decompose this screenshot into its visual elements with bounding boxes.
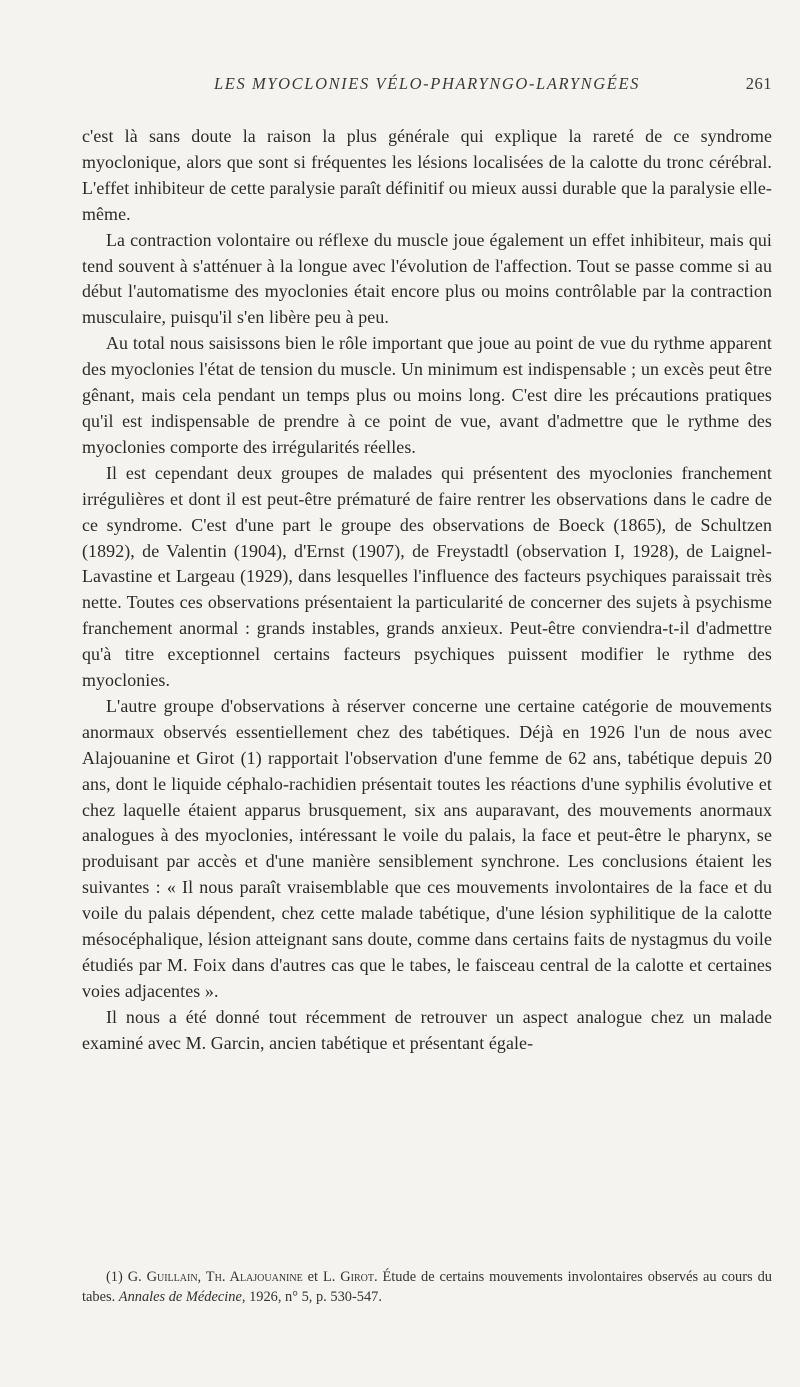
footnote-title: Étude de certains mouvements involontaires observés au cours du tabes. [82, 1269, 772, 1305]
page-number: 261 [745, 74, 772, 93]
footnote-authors: L. Girot. [322, 1269, 378, 1285]
footnote-authors: G. Guillain, Th. Alajouanine [127, 1269, 303, 1285]
paragraph: Au total nous saisissons bien le rôle important que joue au point de vue du rythme apparent des myoclonies l'état de tension du muscle. Un minimum est indispensable ; un excès peut être gênant, mais cela pendant un temps plus ou moins long. C'est dire les précautions pratiques qu'il est indispensable de prendre à ce point de vue, avant d'admettre que le rythme des myoclonies comporte des irrégularités réelles. [82, 333, 772, 457]
page-header [82, 74, 772, 98]
footnote-marker: (1) [106, 1269, 123, 1285]
paragraph: La contraction volontaire ou réflexe du muscle joue également un effet inhibiteur, mais qui tend souvent à s'atténuer à la longue avec l'évolution de l'affection. Tout se passe comme si au début l'automatisme des myoclonies était encore plus ou moins contrôlable par la contraction musculaire, puisqu'il s'en libère peu à peu. [82, 229, 772, 328]
paragraph: L'autre groupe d'observations à réserver concerne une certaine catégorie de mouvements anormaux observés essentiellement chez des tabétiques. Déjà en 1926 l'un de nous avec Alajouanine et Girot (1) rapportait l'observation d'une femme de 62 ans, tabétique depuis 20 ans, dont le liquide céphalo-rachidien présentait toutes les réactions d'une syphilis évolutive et chez laquelle étaient apparus brusquement, six ans auparavant, des mouvements anormaux analogues à des myoclonies, intéressant le voile du palais, la face et peut-être le pharynx, se produisant par accès et d'une manière sensiblement synchrone. Les conclusions étaient les suivantes : « Il nous paraît vraisemblable que ces mouvements involontaires de la face et du voile du palais dépendent, chez cette malade tabétique, d'une lésion syphilitique de la calotte mésocéphalique, lésion atteignant sans doute, comme dans certains faits de nystagmus du voile étudiés par M. Foix dans d'autres cas que le tabes, le faisceau central de la calotte et certaines voies adjacentes ». [82, 695, 772, 1001]
footnote-details: 1926, n° 5, p. 530-547. [249, 1288, 382, 1305]
paragraph: Il est cependant deux groupes de malades qui présentent des myoclonies franchement irrégulières et dont il est peut-être prématuré de faire rentrer les observations dans le cadre de ce syndrome. C'est d'une part le groupe des observations de Boeck (1865), de Schultzen (1892), de Valentin (1904), d'Ernst (1907), de Freystadtl (observation I, 1928), de Laignel-Lavastine et Largeau (1929), dans lesquelles l'influence des facteurs psychiques paraissait très nette. Toutes ces observations présentaient la particularité de concerner des sujets à psychisme franchement anormal : grands instables, grands anxieux. Peut-être conviendra-t-il d'admettre qu'à titre exceptionnel certains facteurs psychiques puissent modifier le rythme des myoclonies. [82, 462, 772, 691]
footnote [82, 1268, 772, 1307]
body-text [82, 124, 772, 1057]
running-title: LES MYOCLONIES VÉLO-PHARYNGO-LARYNGÉES [214, 74, 640, 93]
footnote-conjunction: et [307, 1269, 319, 1285]
footnote-journal: Annales de Médecine, [118, 1288, 246, 1305]
paragraph: Il nous a été donné tout récemment de retrouver un aspect analogue chez un malade examiné avec M. Garcin, ancien tabétique et présentant égale- [82, 1006, 772, 1053]
paragraph-continued: c'est là sans doute la raison la plus générale qui explique la rareté de ce syndrome myoclonique, alors que sont si fréquentes les lésions localisées de la calotte du tronc cérébral. L'effet inhibiteur de cette paralysie paraît définitif ou mieux aussi durable que la paralysie elle-même. [82, 126, 772, 224]
